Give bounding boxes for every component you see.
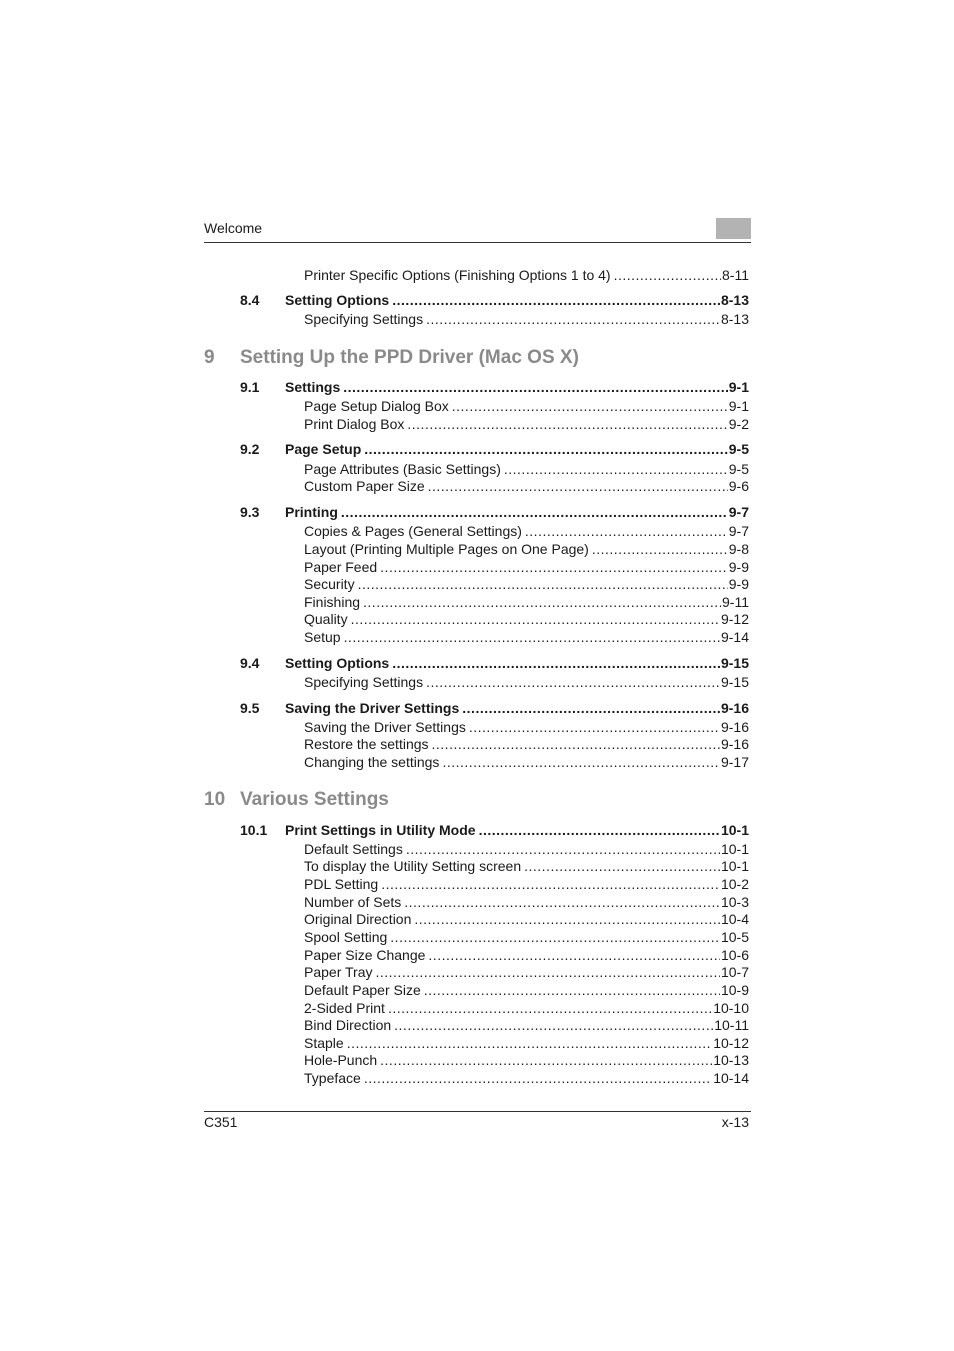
section-number: 9.5 <box>240 700 260 716</box>
toc-section[interactable]: Setting Options ..... 8-13 <box>285 291 749 309</box>
toc-entry[interactable]: Number of Sets ..... 10-3 <box>304 893 749 911</box>
toc-entry[interactable]: Default Settings ..... 10-1 <box>304 840 749 858</box>
toc-entry[interactable]: Changing the settings ..... 9-17 <box>304 753 749 771</box>
section-number: 9.1 <box>240 379 260 395</box>
chapter-heading[interactable]: 10 Various Settings <box>204 789 389 810</box>
toc-entry[interactable]: Original Direction ..... 10-4 <box>304 910 749 928</box>
toc-entry[interactable]: 2-Sided Print ..... 10-10 <box>304 999 749 1017</box>
footer-model: C351 <box>204 1114 238 1130</box>
toc-entry[interactable]: Hole-Punch ..... 10-13 <box>304 1051 749 1069</box>
header-tab-marker <box>716 218 751 239</box>
toc-entry[interactable]: Paper Size Change ..... 10-6 <box>304 946 749 964</box>
toc-entry[interactable]: Restore the settings ..... 9-16 <box>304 735 749 753</box>
toc-entry[interactable]: Paper Tray ..... 10-7 <box>304 963 749 981</box>
toc-entry[interactable]: Printer Specific Options (Finishing Options 1 to 4) ..... 8-11 <box>304 266 749 284</box>
toc-entry[interactable]: Specifying Settings ..... 9-15 <box>304 673 749 691</box>
toc-entry[interactable]: Setup ..... 9-14 <box>304 628 749 646</box>
toc-entry[interactable]: Print Dialog Box ..... 9-2 <box>304 415 749 433</box>
toc-entry[interactable]: Layout (Printing Multiple Pages on One Page) ..... 9-8 <box>304 540 749 558</box>
chapter-heading[interactable]: 9 Setting Up the PPD Driver (Mac OS X) <box>204 347 579 368</box>
toc-entry[interactable]: Security ..... 9-9 <box>304 575 749 593</box>
toc-entry[interactable]: PDL Setting ..... 10-2 <box>304 875 749 893</box>
toc-entry[interactable]: Spool Setting ..... 10-5 <box>304 928 749 946</box>
section-number: 8.4 <box>240 292 260 308</box>
toc-section[interactable]: Printing ..... 9-7 <box>285 503 749 521</box>
toc-section[interactable]: Page Setup ..... 9-5 <box>285 440 749 458</box>
section-number: 9.3 <box>240 504 260 520</box>
section-number: 10.1 <box>240 822 268 838</box>
toc-entry[interactable]: Specifying Settings ..... 8-13 <box>304 310 749 328</box>
toc-section[interactable]: Print Settings in Utility Mode ..... 10-1 <box>285 821 749 839</box>
toc-entry[interactable]: Staple ..... 10-12 <box>304 1034 749 1052</box>
toc-entry[interactable]: Page Attributes (Basic Settings) ..... 9-5 <box>304 460 749 478</box>
toc-entry[interactable]: Paper Feed ..... 9-9 <box>304 558 749 576</box>
section-number: 9.2 <box>240 441 260 457</box>
footer-divider <box>204 1111 751 1112</box>
header-divider <box>204 242 751 243</box>
toc-entry[interactable]: To display the Utility Setting screen ..... 10-1 <box>304 857 749 875</box>
toc-entry[interactable]: Saving the Driver Settings ..... 9-16 <box>304 718 749 736</box>
toc-entry[interactable]: Custom Paper Size ..... 9-6 <box>304 477 749 495</box>
toc-entry[interactable]: Default Paper Size ..... 10-9 <box>304 981 749 999</box>
footer-page-number: x-13 <box>721 1114 749 1130</box>
toc-section[interactable]: Saving the Driver Settings ..... 9-16 <box>285 699 749 717</box>
toc-entry[interactable]: Quality ..... 9-12 <box>304 610 749 628</box>
toc-entry[interactable]: Typeface ..... 10-14 <box>304 1069 749 1087</box>
toc-section[interactable]: Setting Options ..... 9-15 <box>285 654 749 672</box>
toc-section[interactable]: Settings ..... 9-1 <box>285 378 749 396</box>
section-number: 9.4 <box>240 655 260 671</box>
toc-entry[interactable]: Bind Direction ..... 10-11 <box>304 1016 749 1034</box>
header-title: Welcome <box>204 220 263 236</box>
toc-entry[interactable]: Finishing ..... 9-11 <box>304 593 749 611</box>
toc-entry[interactable]: Copies & Pages (General Settings) ..... 9-7 <box>304 522 749 540</box>
toc-entry[interactable]: Page Setup Dialog Box ..... 9-1 <box>304 397 749 415</box>
